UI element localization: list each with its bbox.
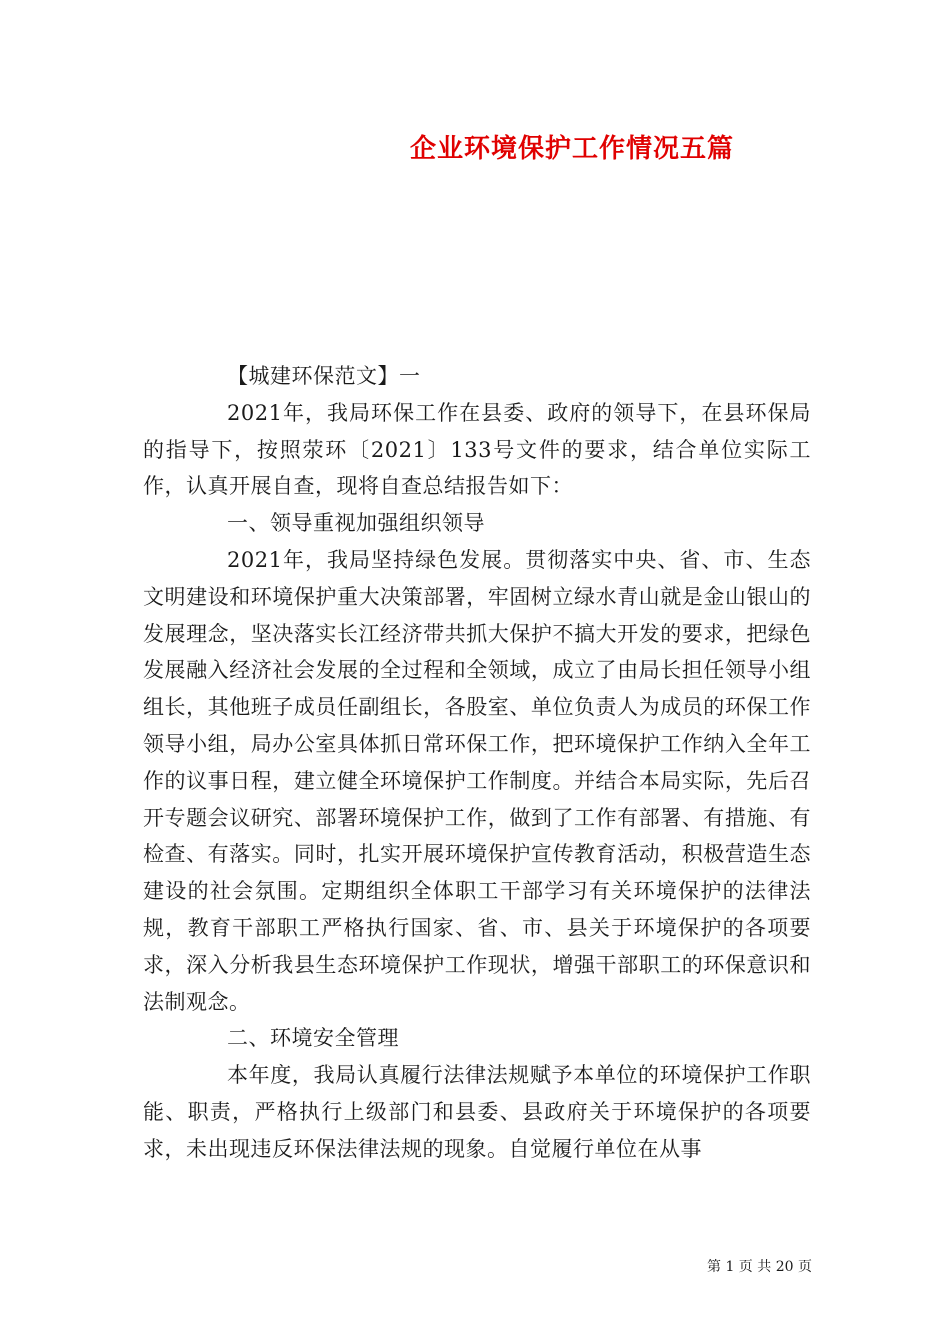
- page-number-footer: 第 1 页 共 20 页: [707, 1259, 812, 1275]
- section-heading-1: 一、领导重视加强组织领导: [227, 511, 485, 536]
- document-title: 企业环境保护工作情况五篇: [410, 134, 735, 164]
- paragraph-intro: 2021年，我局环保工作在县委、政府的领导下，在县环保局的指导下，按照荥环〔2021〕133号文件的要求，结合单位实际工作，认真开展自查，现将自查总结报告如下：: [143, 400, 811, 499]
- paragraph-leadership: 2021年，我局坚持绿色发展。贯彻落实中央、省、市、生态文明建设和环境保护重大决策部署，牢固树立绿水青山就是金山银山的发展理念，坚决落实长江经济带共抓大保护不搞大开发的要求，把绿色发展融入经济社会发展的全过程和全领域，成立了由局长担任领导小组组长，其他班子成员任副组长，各股室、单位负责人为成员的环保工作领导小组，局办公室具体抓日常环保工作，把环境保护工作纳入全年工作的议事日程，建立健全环境保护工作制度。并结合本局实际，先后召开专题会议研究、部署环境保护工作，做到了工作有部署、有措施、有检查、有落实。同时，扎实开展环境保护宣传教育活动，积极营造生态建设的社会氛围。定期组织全体职工干部学习有关环境保护的法律法规，教育干部职工严格执行国家、省、市、县关于环境保护的各项要求，深入分析我县生态环境保护工作现状，增强干部职工的环保意识和法制观念。: [143, 547, 811, 1014]
- section-heading-2: 二、环境安全管理: [227, 1026, 399, 1051]
- document-body: [143, 358, 811, 1168]
- category-tag: 【城建环保范文】一: [227, 364, 421, 388]
- paragraph-safety: 本年度，我局认真履行法律法规赋予本单位的环境保护工作职能、职责，严格执行上级部门和县委、县政府关于环境保护的各项要求，未出现违反环保法律法规的现象。自觉履行单位在从事: [143, 1063, 811, 1161]
